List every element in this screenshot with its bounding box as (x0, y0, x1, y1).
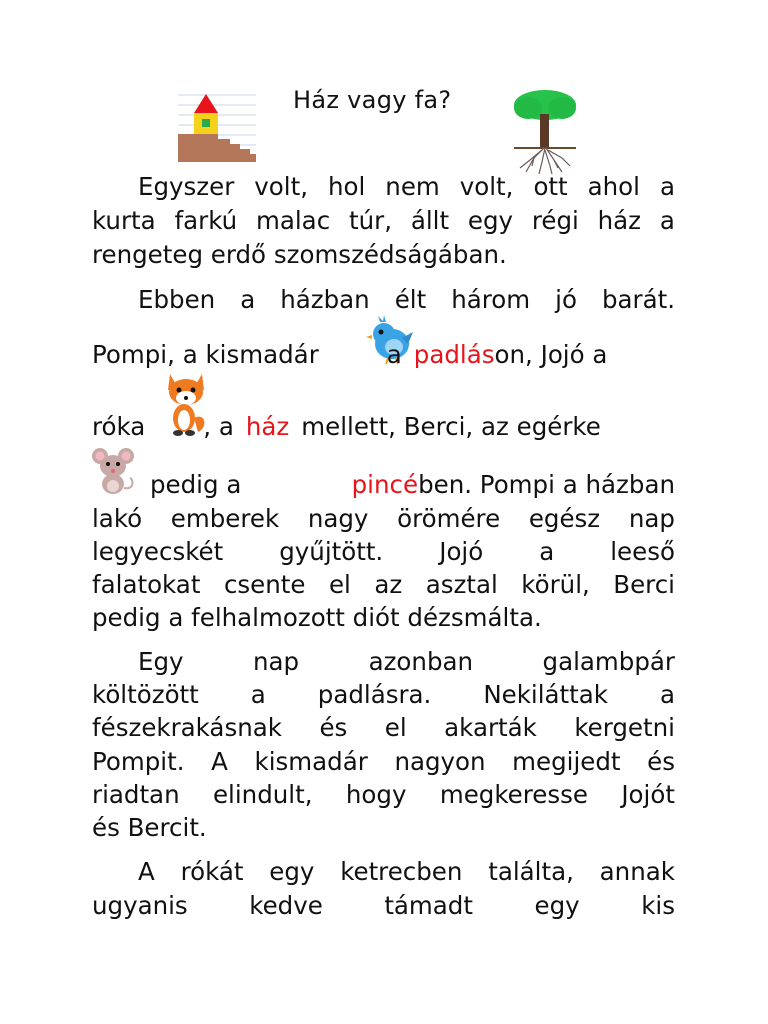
text-word: és (319, 713, 348, 742)
highlighted-word: pincé (351, 470, 419, 499)
text-word: és (647, 747, 675, 776)
text-word: el (384, 713, 407, 742)
text-word: kis (641, 891, 675, 920)
text-word: a (659, 172, 675, 201)
text-line: mellett, Berci, az egérke (301, 412, 601, 441)
text-word: a (386, 340, 402, 369)
text-word: volt, (459, 172, 514, 201)
text-word: régi (531, 206, 579, 235)
paragraph-4-line-2 (92, 891, 675, 920)
text-word: galambpár (542, 647, 675, 676)
text-word: három (451, 285, 531, 314)
text-word: lakó (92, 504, 143, 533)
text-word: Ebben (138, 285, 216, 314)
paragraph-3-line-2 (92, 680, 675, 709)
text-word: megijedt (512, 747, 621, 776)
text-word: költözött (92, 680, 199, 709)
text-word: kergetni (574, 713, 675, 742)
text-word: hol (327, 172, 366, 201)
text-word: az (374, 570, 403, 599)
text-word: ott (533, 172, 568, 201)
paragraph-2-line-7 (92, 570, 675, 599)
text-word: hogy (345, 780, 407, 809)
text-word: körül, (521, 570, 590, 599)
text-word: házban (280, 285, 370, 314)
text-word: egy (269, 857, 315, 886)
text-word: jó (555, 285, 577, 314)
paragraph-2-line-6 (92, 537, 675, 566)
highlighted-word: padlás (413, 340, 495, 369)
house-icon (178, 86, 256, 164)
text-word: csente (223, 570, 306, 599)
text-word: el (328, 570, 351, 599)
text-word: támadt (384, 891, 473, 920)
text-word: barát. (601, 285, 675, 314)
text-word: Berci (613, 570, 675, 599)
text-word: elindult, (212, 780, 313, 809)
text-word: egy (467, 206, 514, 235)
text-word: örömére (397, 504, 501, 533)
text-word: Egy (138, 647, 184, 676)
paragraph-3-line-6 (92, 813, 675, 842)
text-word: a (250, 680, 266, 709)
text-word: leeső (610, 537, 675, 566)
text-word: A (138, 857, 155, 886)
text-word: nagy (307, 504, 369, 533)
text-word: annak (599, 857, 675, 886)
text-word: ketrecben (340, 857, 463, 886)
text-word: rókát (180, 857, 244, 886)
text-word: Nekiláttak (483, 680, 608, 709)
text-word: a (240, 285, 256, 314)
paragraph-3-line-4 (92, 747, 675, 776)
text-word: A (211, 747, 228, 776)
text-word: farkú (174, 206, 238, 235)
text-word: kismadár (254, 747, 368, 776)
text-word: emberek (170, 504, 280, 533)
text-word: pedig a (150, 470, 242, 499)
highlighted-word: ház (245, 412, 290, 441)
text-word: malac (256, 206, 331, 235)
text-word: kurta (92, 206, 156, 235)
page-title: Ház vagy fa? (293, 86, 452, 114)
text-line: Pompi, a kismadár (92, 340, 319, 369)
text-line: on, Jojó a (494, 340, 608, 369)
text-word: Jojó (439, 537, 484, 566)
text-word: nagyon (394, 747, 486, 776)
text-line: és Bercit. (92, 813, 207, 842)
text-word: állt (410, 206, 450, 235)
text-line: ben. Pompi a házban (418, 470, 675, 499)
text-word: Pompit. (92, 747, 185, 776)
text-word: élt (394, 285, 427, 314)
text-word: Jojót (621, 780, 675, 809)
text-word: nem (385, 172, 440, 201)
text-word: azonban (368, 647, 474, 676)
paragraph-1-line-2 (92, 206, 675, 235)
text-word: egész (528, 504, 601, 533)
paragraph-1-line-1 (92, 172, 675, 201)
text-word: , a (203, 412, 234, 441)
text-word: róka (92, 412, 146, 441)
text-word: fészekrakásnak (92, 713, 282, 742)
text-word: Egyszer (138, 172, 235, 201)
paragraph-3-line-3 (92, 713, 675, 742)
paragraph-2-line-5 (92, 504, 675, 533)
text-word: ház (597, 206, 642, 235)
text-word: riadtan (92, 780, 180, 809)
text-word: nap (628, 504, 675, 533)
text-word: nap (253, 647, 300, 676)
text-word: falatokat (92, 570, 201, 599)
paragraph-2-line-4 (92, 470, 675, 499)
text-word: a (659, 206, 675, 235)
paragraph-3-line-1 (92, 647, 675, 676)
text-word: túr, (349, 206, 392, 235)
text-line: rengeteg erdő szomszédságában. (92, 240, 507, 269)
paragraph-2-line-1 (92, 285, 675, 314)
text-word: kedve (249, 891, 323, 920)
text-word: találta, (488, 857, 574, 886)
paragraph-2-line-8 (92, 603, 675, 632)
paragraph-3-line-5 (92, 780, 675, 809)
text-word: a (539, 537, 555, 566)
tree-icon (512, 88, 578, 174)
paragraph-1-line-3 (92, 240, 675, 269)
text-word: akarták (444, 713, 537, 742)
text-word: egy (534, 891, 580, 920)
text-word: megkeresse (439, 780, 588, 809)
text-word: legyecskét (92, 537, 224, 566)
text-word: asztal (425, 570, 498, 599)
text-line: pedig a felhalmozott diót dézsmálta. (92, 603, 542, 632)
text-word: a (659, 680, 675, 709)
text-word: volt, (254, 172, 308, 201)
text-word: padlásra. (317, 680, 432, 709)
paragraph-2-line-3 (92, 412, 675, 441)
text-word: gyűjtött. (279, 537, 384, 566)
paragraph-2-line-2 (92, 340, 675, 369)
text-word: ugyanis (92, 891, 188, 920)
paragraph-4-line-1 (92, 857, 675, 886)
text-word: ahol (587, 172, 640, 201)
